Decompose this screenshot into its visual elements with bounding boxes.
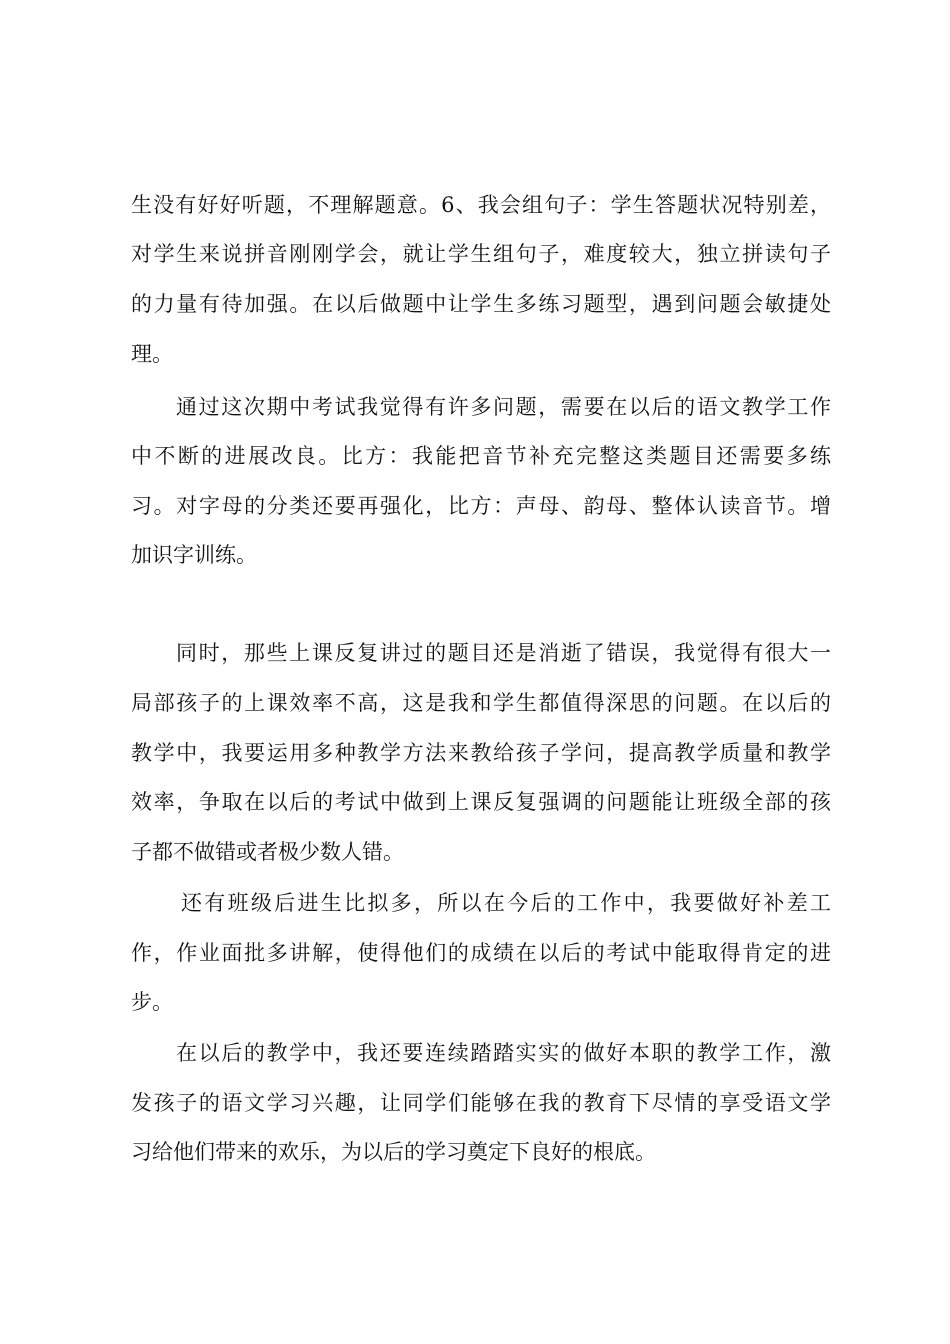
text-line: 还有班级后进生比拟多，所以在今后的工作中，我要做好补差工	[181, 891, 831, 915]
text-line: 同时，那些上课反复讲过的题目还是消逝了错误，我觉得有很大一	[176, 641, 831, 665]
text-line: 理。	[131, 342, 173, 366]
text-line: 步。	[131, 990, 173, 1014]
text-line: 子都不做错或者极少数人错。	[131, 840, 404, 864]
text-line: 发孩子的语文学习兴趣，让同学们能够在我的教育下尽情的享受语文学	[131, 1091, 831, 1115]
text-line: 中不断的进展改良。比方：我能把音节补充完整这类题目还需要多练	[131, 444, 831, 468]
text-line: 对学生来说拼音刚刚学会，就让学生组句子，难度较大，独立拼读句子	[131, 242, 831, 266]
text-line: 通过这次期中考试我觉得有许多问题，需要在以后的语文教学工作	[176, 395, 831, 419]
text-line: 局部孩子的上课效率不高，这是我和学生都值得深思的问题。在以后的	[131, 691, 831, 715]
text-line: 在以后的教学中，我还要连续踏踏实实的做好本职的教学工作，激	[176, 1041, 831, 1065]
text-line: 习给他们带来的欢乐，为以后的学习奠定下良好的根底。	[131, 1140, 656, 1164]
text-line: 的力量有待加强。在以后做题中让学生多练习题型，遇到问题会敏捷处	[131, 292, 831, 316]
text-line: 加识字训练。	[131, 543, 257, 567]
text-line: 教学中，我要运用多种教学方法来教给孩子学问，提高教学质量和教学	[131, 741, 831, 765]
text-line: 生没有好好听题，不理解题意。6、我会组句子：学生答题状况特别差，	[131, 193, 831, 217]
text-line: 作，作业面批多讲解，使得他们的成绩在以后的考试中能取得肯定的进	[131, 941, 831, 965]
text-line: 效率，争取在以后的考试中做到上课反复强调的问题能让班级全部的孩	[131, 790, 831, 814]
text-line: 习。对字母的分类还要再强化，比方：声母、韵母、整体认读音节。增	[131, 494, 831, 518]
